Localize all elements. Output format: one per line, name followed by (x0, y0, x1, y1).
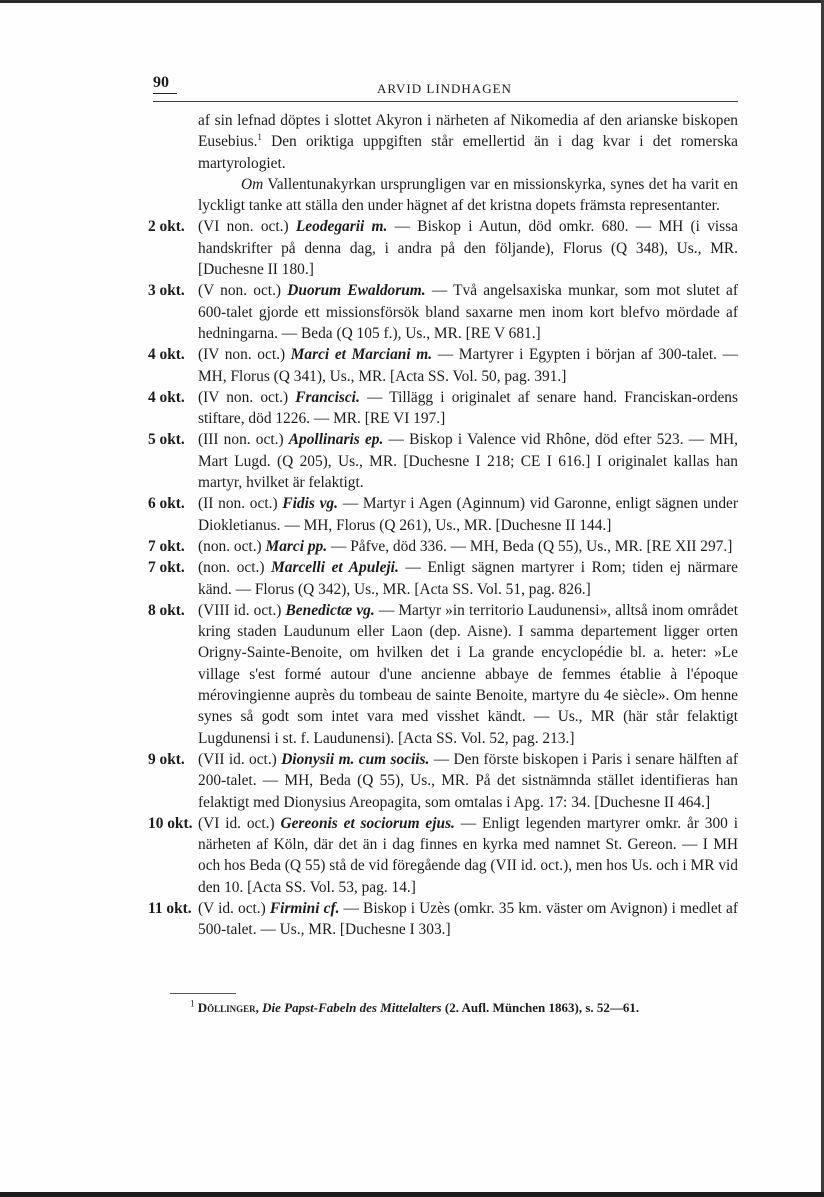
running-head: ARVID LINDHAGEN (377, 81, 512, 96)
entry-description: — Biskop i Uzès (omkr. 35 km. väster om Avignon) i medlet af 500-talet. — Us., MR. [Duchesne I 303.] (198, 899, 738, 939)
entry-date: 4 okt. (148, 346, 185, 364)
page-number-underline (153, 93, 177, 94)
calendar-entry (148, 536, 738, 557)
entry-roman-date: (non. oct.) (198, 559, 272, 577)
entry-saint-name: Firmini cf. (269, 899, 340, 917)
entry-date: 4 okt. (148, 388, 185, 406)
entry-saint-name: Marci et Marciani m. (290, 346, 433, 364)
entry-saint-name: Marcelli et Apuleji. (271, 559, 399, 577)
page-body (148, 110, 738, 941)
entry-date: 7 okt. (148, 559, 185, 577)
scan-edge-bottom (0, 1192, 824, 1197)
entry-date: 2 okt. (148, 218, 185, 236)
entry-description: — Den förste biskopen i Paris i senare hälften af 200-talet. — MH, Beda (Q 55), Us., MR. På det sistnämnda stället identifieras han felaktigt med Dionysius Areopagita, som omtalas i Apg. 17: 34. [Duchesne II 464.] (198, 750, 738, 811)
entry-roman-date: (V id. oct.) (198, 899, 270, 917)
entry-saint-name: Leodegarii m. (295, 218, 388, 236)
entry-description: — Påfve, död 336. — MH, Beda (Q 55), Us., MR. [RE XII 297.] (327, 537, 733, 555)
entry-description: — Martyr i Agen (Aginnum) vid Garonne, enligt sägnen under Diokletianus. — MH, Florus (Q 261), Us., MR. [Duchesne II 144.] (198, 495, 738, 534)
calendar-entry (148, 216, 738, 280)
footnote-mark: 1 (190, 998, 195, 1009)
calendar-entry (148, 387, 738, 430)
calendar-entry (148, 493, 738, 536)
entry-date: 9 okt. (148, 750, 185, 768)
entry-roman-date: (VIII id. oct.) (198, 601, 286, 619)
header-rule (153, 101, 738, 102)
entry-saint-name: Duorum Ewaldorum. (287, 282, 426, 300)
intro-paragraph: Om Vallentunakyrkan ursprungligen var en missionskyrka, synes det ha varit en lyckligt tanke att ställa den under hägnet af det kristna dopets främsta representanter. (198, 175, 738, 215)
page-header (153, 74, 738, 100)
footnote-work: Die Papst-Fabeln des Mittelalters (262, 1000, 442, 1015)
entry-description: — Biskop i Valence vid Rhône, död efter 523. — MH, Mart Lugd. (Q 205), Us., MR. [Duchesne I 218; CE I 616.] I originalet kallas han martyr, hvilket är felaktigt. (198, 431, 738, 492)
entry-date: 8 okt. (148, 601, 185, 619)
entry-roman-date: (II non. oct.) (198, 495, 283, 513)
calendar-entry (148, 600, 738, 749)
calendar-entry (148, 898, 738, 941)
footnote-details: (2. Aufl. München 1863), s. 52—61. (441, 1000, 640, 1015)
calendar-entry (148, 557, 738, 600)
scan-edge-top (0, 0, 824, 3)
entry-saint-name: Francisci. (295, 388, 360, 406)
entry-roman-date: (IV non. oct.) (198, 346, 291, 364)
entry-description: — Biskop i Autun, död omkr. 680. — MH (i vissa handskrifter på denna dag, i andra på den följande), Florus (Q 348), Us., MR. [Duchesne II 180.] (198, 218, 738, 279)
calendar-entry (148, 749, 738, 813)
entry-date: 7 okt. (148, 537, 185, 555)
entry-saint-name: Dionysii m. cum sociis. (281, 750, 430, 768)
entry-description: — Martyrer i Egypten i början af 300-talet. — MH, Florus (Q 341), Us., MR. [Acta SS. Vol. 50, pag. 391.] (198, 346, 739, 385)
page-number: 90 (153, 74, 169, 91)
entry-description: — Martyr »in territorio Laudunensi», alltså inom området kring staden Laudunum eller Laon (dep. Aisne). I samma departement ligger orten Origny-Sainte-Benoite, om hvilken det i La grande encyclopédie bl. a. heter: »Le village s'est formé autour d'une ancienne abbaye de femmes établie à l'époque mérovingienne auprès du tombeau de sainte Benoite, martyre du 4e siècle». Om henne synes så godt som intet vara med visshet kändt. — Us., MR (här står felaktigt Lugdunensi i st. f. Laudunensi). [Acta SS. Vol. 52, pag. 213.] (198, 601, 738, 747)
entry-roman-date: (VII id. oct.) (198, 750, 282, 768)
entry-roman-date: (IV non. oct.) (198, 388, 296, 406)
entry-date: 11 okt. (148, 899, 192, 917)
entry-date: 10 okt. (148, 814, 193, 832)
entry-saint-name: Benedictæ vg. (285, 601, 375, 619)
footnote-reference: 1 (257, 132, 262, 143)
entry-saint-name: Fidis vg. (282, 495, 338, 513)
footnote-rule (170, 993, 236, 994)
entry-description: — Två angelsaxiska munkar, som mot slutet af 600-talet gjorde ett missionsförsök bland saxarne men inom kort blefvo mördade af hedningarna. — Beda (Q 105 f.), Us., MR. [RE V 681.] (198, 282, 739, 342)
entry-description: — Tillägg i originalet af senare hand. Franciskan-ordens stiftare, död 1226. — MR. [RE VI 197.] (198, 388, 738, 428)
entry-saint-name: Marci pp. (265, 537, 328, 555)
entry-description: — Enligt sägnen martyrer i Rom; tiden ej närmare känd. — Florus (Q 342), Us., MR. [Acta SS. Vol. 51, pag. 826.] (198, 559, 738, 598)
calendar-entry (148, 344, 738, 387)
entry-roman-date: (V non. oct.) (198, 282, 288, 300)
entry-saint-name: Gereonis et sociorum ejus. (280, 814, 455, 832)
entry-description: — Enligt legenden martyrer omkr. år 300 i närheten af Köln, där det än i dag finnes en kyrka med namnet St. Gereon. — I MH och hos Beda (Q 55) stå de vid föregående dag (VII id. oct.), men hos Us. och i MR vid den 10. [Acta SS. Vol. 53, pag. 14.] (198, 814, 738, 896)
footnote-author: Döllinger, (197, 1000, 259, 1015)
entry-date: 5 okt. (148, 431, 185, 449)
calendar-entry (148, 813, 738, 898)
entry-roman-date: (non. oct.) (198, 537, 266, 555)
entry-roman-date: (VI id. oct.) (198, 814, 281, 832)
calendar-entry (148, 429, 738, 493)
entry-roman-date: (III non. oct.) (198, 431, 289, 449)
entry-saint-name: Apollinaris ep. (288, 431, 384, 449)
entry-date: 6 okt. (148, 495, 185, 513)
footnote (190, 1000, 750, 1016)
intro-paragraph: af sin lefnad döptes i slottet Akyron i närheten af Nikomedia af den arianske biskopen Eusebius.$^1$ Den oriktiga uppgiften står emellertid än i dag kvar i det romerska martyrologiet. (198, 112, 738, 172)
calendar-entries (148, 216, 738, 940)
entry-date: 3 okt. (148, 282, 185, 300)
entry-roman-date: (VI non. oct.) (198, 218, 296, 236)
calendar-entry (148, 280, 738, 344)
